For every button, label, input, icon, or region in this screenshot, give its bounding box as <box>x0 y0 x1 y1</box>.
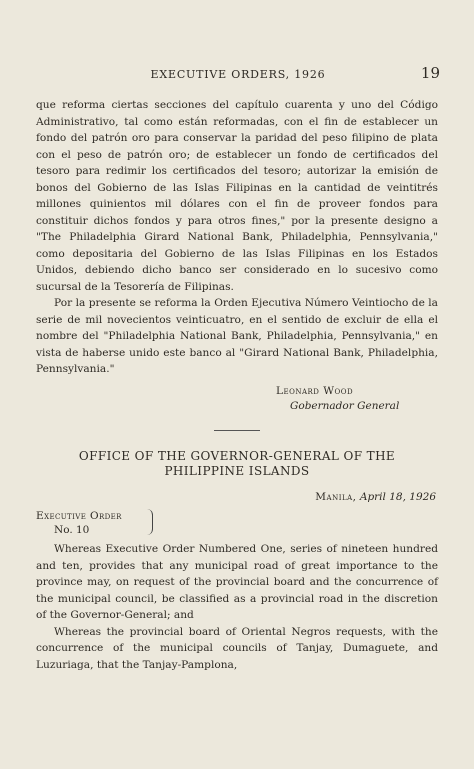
running-title: EXECUTIVE ORDERS, 1926 <box>150 68 326 81</box>
office-title <box>36 449 438 479</box>
brace-mark <box>144 509 153 535</box>
office-title-line-1: OFFICE OF THE GOVERNOR-GENERAL OF THE <box>78 448 396 463</box>
section-divider <box>214 430 260 431</box>
signature-name: Leonard Wood <box>276 384 354 397</box>
order-number: No. 10 <box>54 524 90 536</box>
body-text <box>36 97 438 673</box>
dateline <box>36 489 438 506</box>
page-header <box>36 64 440 86</box>
signature-title: Gobernador General <box>290 399 400 412</box>
new-order-paragraph-1: Whereas Executive Order Numbered One, series of nineteen hundred and ten, provides that any municipal road of great importance to the province may, on request of the provincial board and the concurrence of the municipal council, be classified as a provincial road in the discretion of the Governor-General; and <box>36 543 438 621</box>
order-label: Executive Order <box>36 510 122 522</box>
new-order-paragraph-2: Whereas the provincial board of Oriental Negros requests, with the concurrence of the municipal councils of Tanjay, Dumaguete, and Luzuriaga, that the Tanjay-Pamplona, <box>36 625 438 671</box>
office-title-line-2: PHILIPPINE ISLANDS <box>164 463 310 478</box>
order-identifier <box>36 509 186 537</box>
signature-block <box>276 384 438 414</box>
previous-order-paragraph-1: que reforma ciertas secciones del capítulo cuarenta y uno del Código Administrativo, tal como están reformadas, con el fin de establecer un fondo del patrón oro para conservar la paridad del peso filipino de plata con el peso de patrón oro; de establecer un fondo de certificados del tesoro para redimir los certificados del tesoro; autorizar la emisión de bonos del Gobierno de las Islas Filipinas en la cantidad de veintitrés millones quinientos mil dólares con el fin de proveer fondos para constituir dichos fondos y para otros fines," por la presente designo a "The Philadelphia Girard National Bank, Philadelphia, Pennsylvania," como depositaria del Gobierno de las Islas Filipinas en los Estados Unidos, debiendo dicho banco ser considerado en lo sucesivo como sucursal de la Tesorería de Filipinas. <box>36 99 438 293</box>
dateline-city: Manila, <box>315 490 357 503</box>
dateline-date: April 18, 1926 <box>359 490 436 503</box>
previous-order-paragraph-2: Por la presente se reforma la Orden Ejecutiva Número Veintiocho de la serie de mil novecientos veinticuatro, en el sentido de excluir de ella el nombre del "Philadelphia National Bank, Philadelphia, Pennsylvania," en vista de haberse unido este banco al "Girard National Bank, Philadelphia, Pennsylvania." <box>36 297 438 375</box>
page-number: 19 <box>420 64 440 82</box>
